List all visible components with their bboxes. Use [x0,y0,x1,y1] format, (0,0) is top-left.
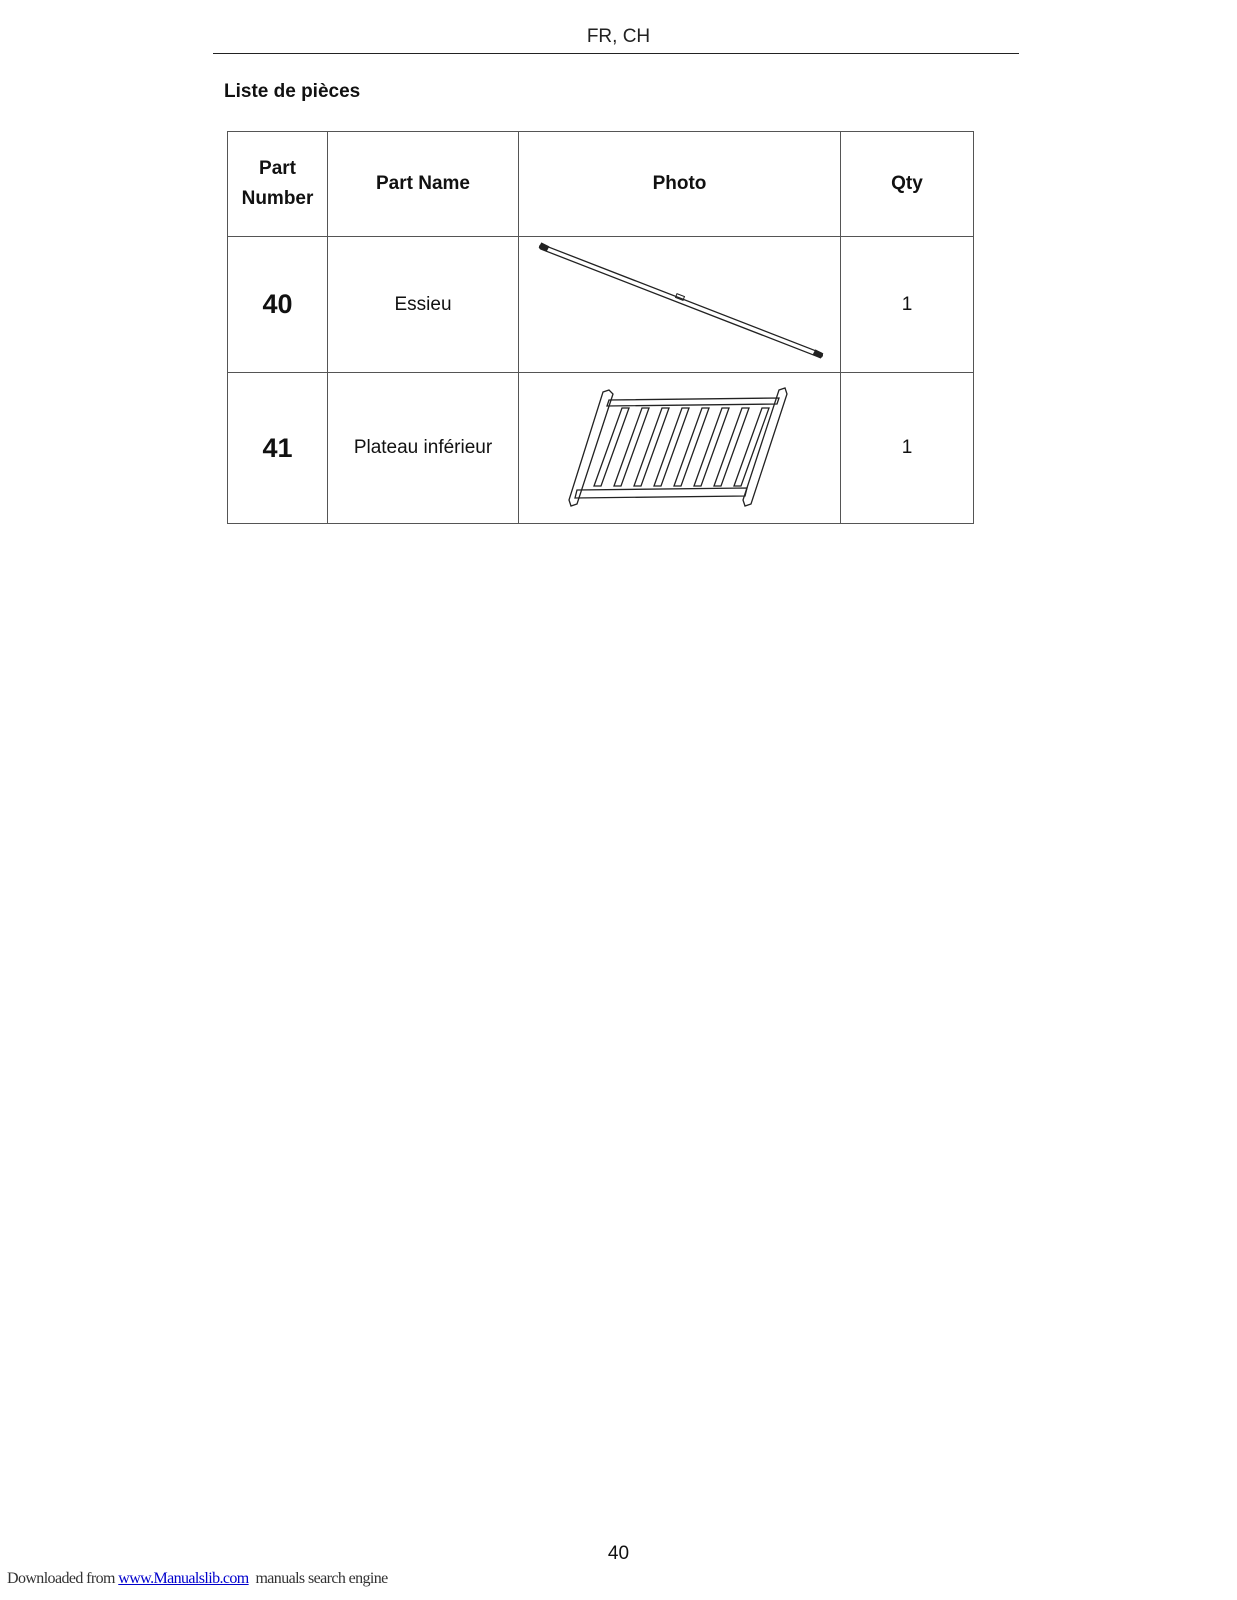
part-number-cell: 40 [228,237,328,373]
header-rule [213,53,1019,54]
header-region: FR, CH [586,26,651,47]
table-header-row [228,132,974,237]
manualslib-link[interactable]: www.Manualslib.com [118,1570,249,1587]
qty-cell: 1 [841,237,974,373]
header-part-name: Part Name [328,132,519,237]
header-part-number [228,132,328,237]
page-number: 40 [607,1543,630,1564]
header-qty: Qty [841,132,974,237]
photo-cell [519,373,841,524]
header-part-number-label: Part Number [241,158,314,209]
part-name-cell: Essieu [328,237,519,373]
part-name-cell: Plateau inférieur [328,373,519,524]
photo-cell [519,237,841,373]
header-photo: Photo [519,132,841,237]
table-row [228,373,974,524]
qty-cell: 1 [841,373,974,524]
part-number-cell: 41 [228,373,328,524]
footer-download-note [7,1570,388,1588]
bottom-shelf-icon [565,386,795,511]
parts-table [227,131,974,524]
footer-prefix: Downloaded from [7,1570,119,1587]
section-title: Liste de pièces [224,81,361,102]
axle-rod-icon [530,241,830,369]
table-row [228,237,974,373]
footer-suffix: manuals search engine [248,1570,388,1587]
